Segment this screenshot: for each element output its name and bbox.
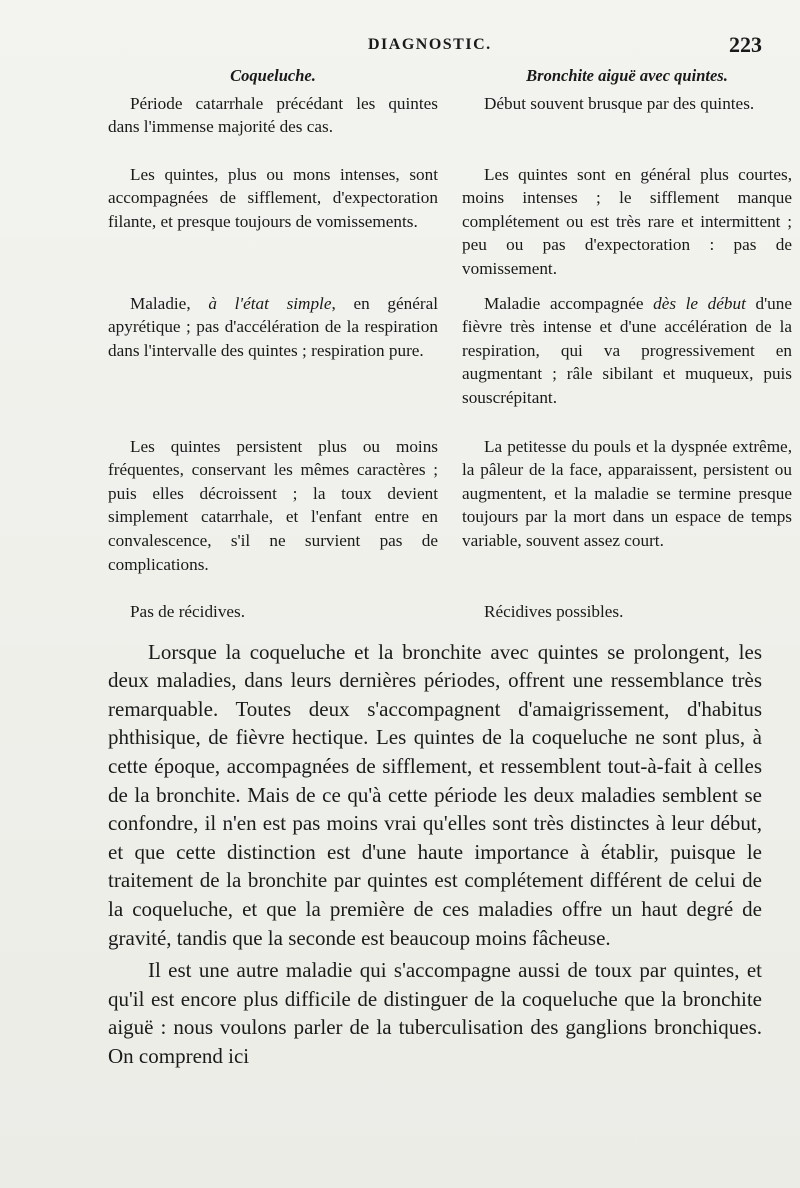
left-cell-period: Période catarrhale précédant les quintes dans l'immense majorité des cas. <box>108 93 438 137</box>
right-column-title: Bronchite aiguë avec quintes. <box>526 66 728 85</box>
left-cell-evolution: Les quintes persistent plus ou moins fréquentes, conservant les mêmes caractères ; puis elles décroissent ; la toux devient simplement catarrhale, et l'enfant entre en convalescence, s'il ne survient pas de complications. <box>108 436 438 574</box>
paragraph: Lorsque la coqueluche et la bronchite avec quintes se prolongent, les deux maladies, dans leurs dernières périodes, offrent une ressemblance très remarquable. Toutes deux s'accompagnent d'amaigrissement, d'habitus phthisique, de fièvre hectique. Les quintes de la coqueluche ne sont plus, à cette époque, accompagnées de sifflement, et ressemblent tout-à-fait à celles de la bronchite. Mais de ce qu'à cette période les deux maladies semblent se confondre, il n'en est pas moins vrai qu'elles sont très distinctes à leur début, et que cette distinction est d'une haute importance à établir, puisque le traitement de la bronchite par quintes est complétement différent de celui de la coqueluche, et que la première de ces maladies offre un haut degré de gravité, tandis que la seconde est beaucoup moins fâcheuse. <box>108 639 762 950</box>
right-cell-fever: Maladie accompagnée dès le début d'une fièvre très intense et d'une accélération de la respiration, qui va progressivement en augmentant ; râle sibilant et muqueux, puis souscrépitant. <box>462 293 792 407</box>
running-title: DIAGNOSTIC. <box>368 36 492 53</box>
right-cell-onset: Début souvent brusque par des quintes. <box>484 93 755 113</box>
paragraph: Il est une autre maladie qui s'accompagne aussi de toux par quintes, et qu'il est encore plus difficile de distinguer de la coqueluche que la bronchite aiguë : nous voulons parler de la tuberculisation des ganglions bronchiques. On comprend ici <box>108 958 762 1068</box>
left-cell-relapse: Pas de récidives. <box>130 601 246 621</box>
right-cell-quintes: Les quintes sont en général plus courtes, moins intenses ; le sifflement manque complétement ou est très rare et intermittent ; peu ou pas d'expectoration : pas de vomissement. <box>462 164 792 278</box>
right-cell-evolution: La petitesse du pouls et la dyspnée extrême, la pâleur de la face, apparaissent, persistent ou augmentent, et la maladie se termine presque toujours par la mort dans un espace de temps variable, souvent assez court. <box>462 436 792 550</box>
left-column-title: Coqueluche. <box>230 66 316 85</box>
left-cell-quintes: Les quintes, plus ou mons intenses, sont accompagnées de sifflement, d'expectoration filante, et presque toujours de vomissements. <box>108 164 438 231</box>
comparison-table <box>108 64 792 630</box>
right-cell-relapse: Récidives possibles. <box>484 601 624 621</box>
page-header <box>108 30 762 64</box>
left-cell-fever: Maladie, à l'état simple, en général apyrétique ; pas d'accélération de la respiration dans l'intervalle des quintes ; respiration pure. <box>108 293 438 360</box>
body-text <box>108 638 762 1071</box>
page-number: 223 <box>729 32 762 57</box>
